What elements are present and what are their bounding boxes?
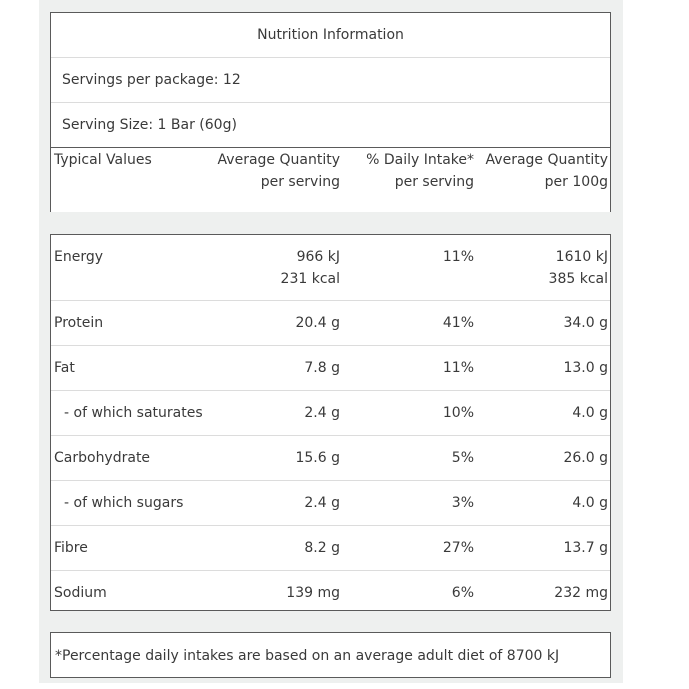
row-per100: 13.0 g [563, 360, 608, 376]
row-label: Protein [54, 315, 104, 331]
servings-per-package: Servings per package: 12 [62, 72, 241, 88]
row-label: Fibre [54, 540, 88, 556]
serving-size-row [51, 103, 610, 148]
table-row [51, 346, 610, 391]
serving-size: Serving Size: 1 Bar (60g) [62, 117, 237, 133]
row-label: Fat [54, 360, 75, 376]
row-label: - of which sugars [64, 495, 184, 511]
row-label: - of which saturates [64, 405, 203, 421]
row-daily: 3% [451, 495, 474, 511]
row-label: Sodium [54, 585, 107, 601]
row-serving: 139 mg [286, 585, 340, 601]
col-typical-values [54, 149, 152, 171]
col-typical-label: Typical Values [54, 152, 152, 168]
col-avg-serving-line1: Average Quantity [217, 152, 340, 168]
row-daily: 41% [442, 315, 474, 331]
footnote-box [50, 632, 611, 678]
table-row [51, 391, 610, 436]
row-serving [281, 246, 340, 290]
table-row [51, 526, 610, 571]
row-daily: 5% [451, 450, 474, 466]
table-row [51, 235, 610, 301]
row-serving: 15.6 g [295, 450, 340, 466]
row-serving: 7.8 g [304, 360, 340, 376]
table-title-row [51, 13, 610, 58]
row-per100: 4.0 g [572, 405, 608, 421]
row-per100: 4.0 g [572, 495, 608, 511]
row-per100-kcal: 385 kcal [548, 271, 608, 287]
col-daily-intake [366, 149, 474, 193]
nutrition-values-table [50, 234, 611, 611]
row-per100 [549, 246, 608, 290]
nutrition-header-table [50, 12, 611, 212]
row-daily: 27% [442, 540, 474, 556]
column-header-row [51, 148, 610, 214]
row-per100: 13.7 g [563, 540, 608, 556]
table-title: Nutrition Information [257, 27, 404, 43]
col-avg-100g-line2: per 100g [544, 174, 608, 190]
row-serving: 8.2 g [304, 540, 340, 556]
table-row [51, 571, 610, 615]
row-per100: 34.0 g [563, 315, 608, 331]
row-serving-kcal: 231 kcal [280, 271, 340, 287]
col-avg-per-serving [218, 149, 340, 193]
row-serving-kj: 966 kJ [296, 249, 340, 265]
row-label: Carbohydrate [54, 450, 151, 466]
row-daily: 11% [442, 360, 474, 376]
col-avg-serving-line2: per serving [260, 174, 340, 190]
table-row [51, 481, 610, 526]
row-serving: 2.4 g [304, 405, 340, 421]
row-daily: 10% [442, 405, 474, 421]
table-row [51, 301, 610, 346]
row-per100: 232 mg [554, 585, 608, 601]
row-daily: 6% [451, 585, 474, 601]
col-avg-per-100g [486, 149, 608, 193]
col-daily-line1: % Daily Intake* [366, 152, 474, 168]
servings-per-package-row [51, 58, 610, 103]
col-daily-line2: per serving [394, 174, 474, 190]
col-avg-100g-line1: Average Quantity [485, 152, 608, 168]
row-label: Energy [54, 249, 104, 265]
row-daily: 11% [442, 249, 474, 265]
row-per100-kj: 1610 kJ [555, 249, 608, 265]
row-serving: 20.4 g [295, 315, 340, 331]
footnote-text: *Percentage daily intakes are based on an average adult diet of 8700 kJ [55, 648, 560, 664]
row-per100: 26.0 g [563, 450, 608, 466]
row-serving: 2.4 g [304, 495, 340, 511]
table-row [51, 436, 610, 481]
